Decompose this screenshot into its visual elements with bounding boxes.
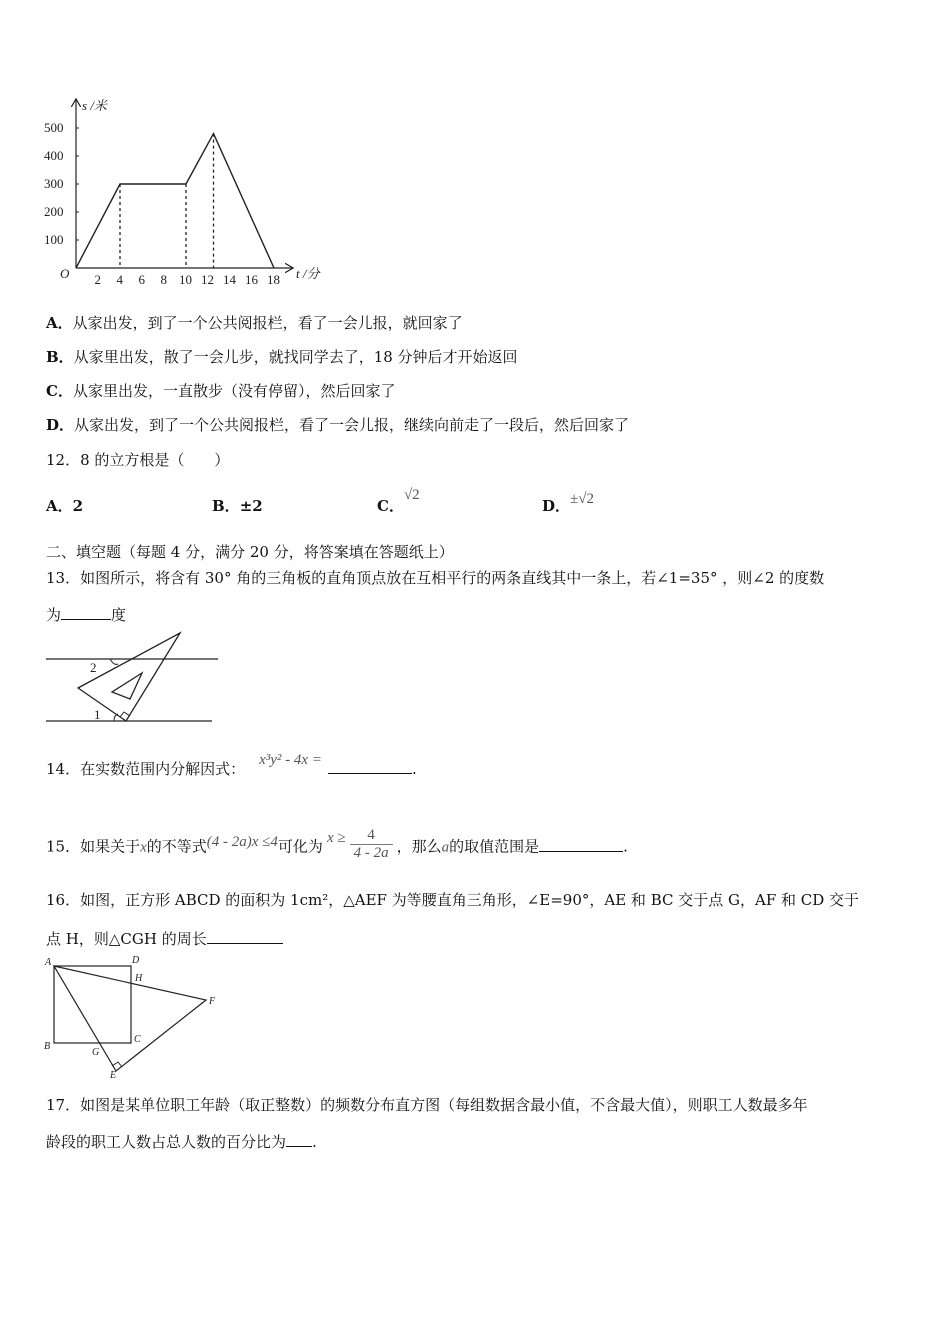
y-tick-label: 400 <box>44 148 64 163</box>
angle-2-arc <box>110 659 118 664</box>
option-text: 2 <box>72 497 84 515</box>
y-tick-label: 100 <box>44 232 64 247</box>
point-f: F <box>209 996 216 1007</box>
q15-mid4: 的取值范围是 <box>449 837 540 856</box>
point-g: G <box>92 1047 100 1058</box>
x-tick-label: 14 <box>223 272 236 287</box>
q15-suffix: . <box>623 837 628 856</box>
option-text: ±2 <box>239 497 263 515</box>
q13-figure <box>44 630 224 726</box>
angle-2-label: 2 <box>90 660 97 675</box>
option-label: B． <box>212 497 240 515</box>
point-h: H <box>135 973 143 984</box>
q16-figure <box>42 954 232 1080</box>
q15-fraction <box>350 827 393 862</box>
y-ticks <box>44 120 79 247</box>
q16-answer-blank[interactable] <box>207 929 283 944</box>
q17-suffix: . <box>312 1133 317 1151</box>
option-text: 从家出发，到了一个公共阅报栏，看了一会儿报，就回家了 <box>72 314 463 332</box>
section-2-title: 二、填空题（每题 4 分，满分 20 分，将答案填在答题纸上） <box>46 543 454 561</box>
option-label: B． <box>46 348 74 366</box>
q13-suffix: 度 <box>111 606 127 624</box>
x-tick-label: 2 <box>94 272 101 287</box>
q12-option-d <box>542 491 594 516</box>
triangle-ruler-inner <box>112 673 142 699</box>
point-a: A <box>45 957 52 968</box>
q15-frac-den: 4 - 2a <box>353 845 389 861</box>
q15-answer-blank[interactable] <box>539 837 623 852</box>
q12-option-c <box>377 487 420 516</box>
x-tick-label: 10 <box>179 272 192 287</box>
x-tick-label: 6 <box>138 272 145 287</box>
x-tick-label: 8 <box>160 272 167 287</box>
q11-option-a <box>46 312 463 333</box>
q12-option-a <box>46 495 83 516</box>
q15-mid1: 的不等式 <box>146 837 207 856</box>
option-text: 从家出发，到了一个公共阅报栏，看了一会儿报，继续向前走了一段后，然后回家了 <box>74 416 630 434</box>
y-tick-label: 200 <box>44 204 64 219</box>
q15-mid3: ，那么 <box>396 837 442 856</box>
q11-option-c <box>46 380 395 401</box>
point-d: D <box>132 955 140 966</box>
y-tick-label: 300 <box>44 176 64 191</box>
option-label: A． <box>46 314 73 332</box>
x-ticks <box>95 272 281 287</box>
x-axis-label: t /分 <box>296 266 320 281</box>
q15 <box>46 827 628 865</box>
x-tick-label: 18 <box>267 272 280 287</box>
q14-suffix: . <box>411 760 417 778</box>
option-label: C． <box>377 497 404 515</box>
q15-var-a: a <box>441 839 450 856</box>
q16-text: 点 H，则△CGH 的周长 <box>46 930 207 948</box>
option-label: D． <box>46 416 75 434</box>
q17-line1: 17．如图是某单位职工年龄（取正整数）的频数分布直方图（每组数据含最小值，不含最大值），则职工人数最多年 <box>46 1096 808 1114</box>
point-c: C <box>134 1034 141 1045</box>
q16-line2 <box>46 928 283 949</box>
q15-var-x: x <box>140 839 147 856</box>
q15-prefix: 15．如果关于 <box>46 837 141 856</box>
y-tick-label: 500 <box>44 120 64 135</box>
q17-text: 龄段的职工人数占总人数的百分比为 <box>46 1133 287 1151</box>
option-label: C． <box>46 382 73 400</box>
q13-prefix: 为 <box>46 606 62 624</box>
q14-answer-blank[interactable] <box>328 759 412 774</box>
triangle-aef <box>54 966 206 1071</box>
q13-line1: 13．如图所示，将含有 30° 角的三角板的直角顶点放在互相平行的两条直线其中一条上，若∠1=35° ，则∠2 的度数 <box>46 569 825 587</box>
q14-expression: x³y² - 4x = <box>259 752 322 768</box>
q12-stem: 12．8 的立方根是（ ） <box>46 451 230 469</box>
q17-answer-blank[interactable] <box>286 1132 312 1147</box>
q15-inequality: (4 - 2a)x ≤4 <box>206 833 278 850</box>
option-label: A． <box>46 497 73 515</box>
option-text: ±√2 <box>570 491 594 507</box>
point-e: E <box>110 1070 117 1080</box>
origin-label: O <box>60 266 70 281</box>
x-tick-label: 12 <box>201 272 214 287</box>
q15-result-left: x ≥ <box>326 829 346 846</box>
q13-answer-blank[interactable] <box>61 605 111 620</box>
q15-frac-num: 4 <box>350 827 393 845</box>
x-tick-label: 16 <box>245 272 258 287</box>
dashed-guides <box>120 134 214 268</box>
q16-line1: 16．如图，正方形 ABCD 的面积为 1cm²，△AEF 为等腰直角三角形，∠E=90°，AE 和 BC 交于点 G，AF 和 CD 交于 <box>46 891 860 909</box>
option-label: D． <box>542 497 571 515</box>
q17-line2 <box>46 1131 317 1152</box>
point-b: B <box>44 1041 51 1052</box>
q13-line2 <box>46 604 126 625</box>
y-axis-label: s /米 <box>82 98 107 113</box>
option-text: 从家里出发，散了一会儿步，就找同学去了，18 分钟后才开始返回 <box>73 348 518 366</box>
q11-option-b <box>46 346 518 367</box>
distance-time-graph <box>40 92 340 292</box>
option-text: √2 <box>403 487 420 503</box>
option-text: 从家里出发，一直散步（没有停留），然后回家了 <box>72 382 396 400</box>
series-line <box>76 134 274 268</box>
q11-option-d <box>46 414 629 435</box>
x-tick-label: 4 <box>116 272 123 287</box>
q14 <box>46 752 417 779</box>
angle-1-label: 1 <box>94 707 101 722</box>
q15-mid2: 可化为 <box>277 837 323 856</box>
q14-prefix: 14．在实数范围内分解因式： <box>46 760 246 778</box>
q12-option-b <box>212 495 263 516</box>
